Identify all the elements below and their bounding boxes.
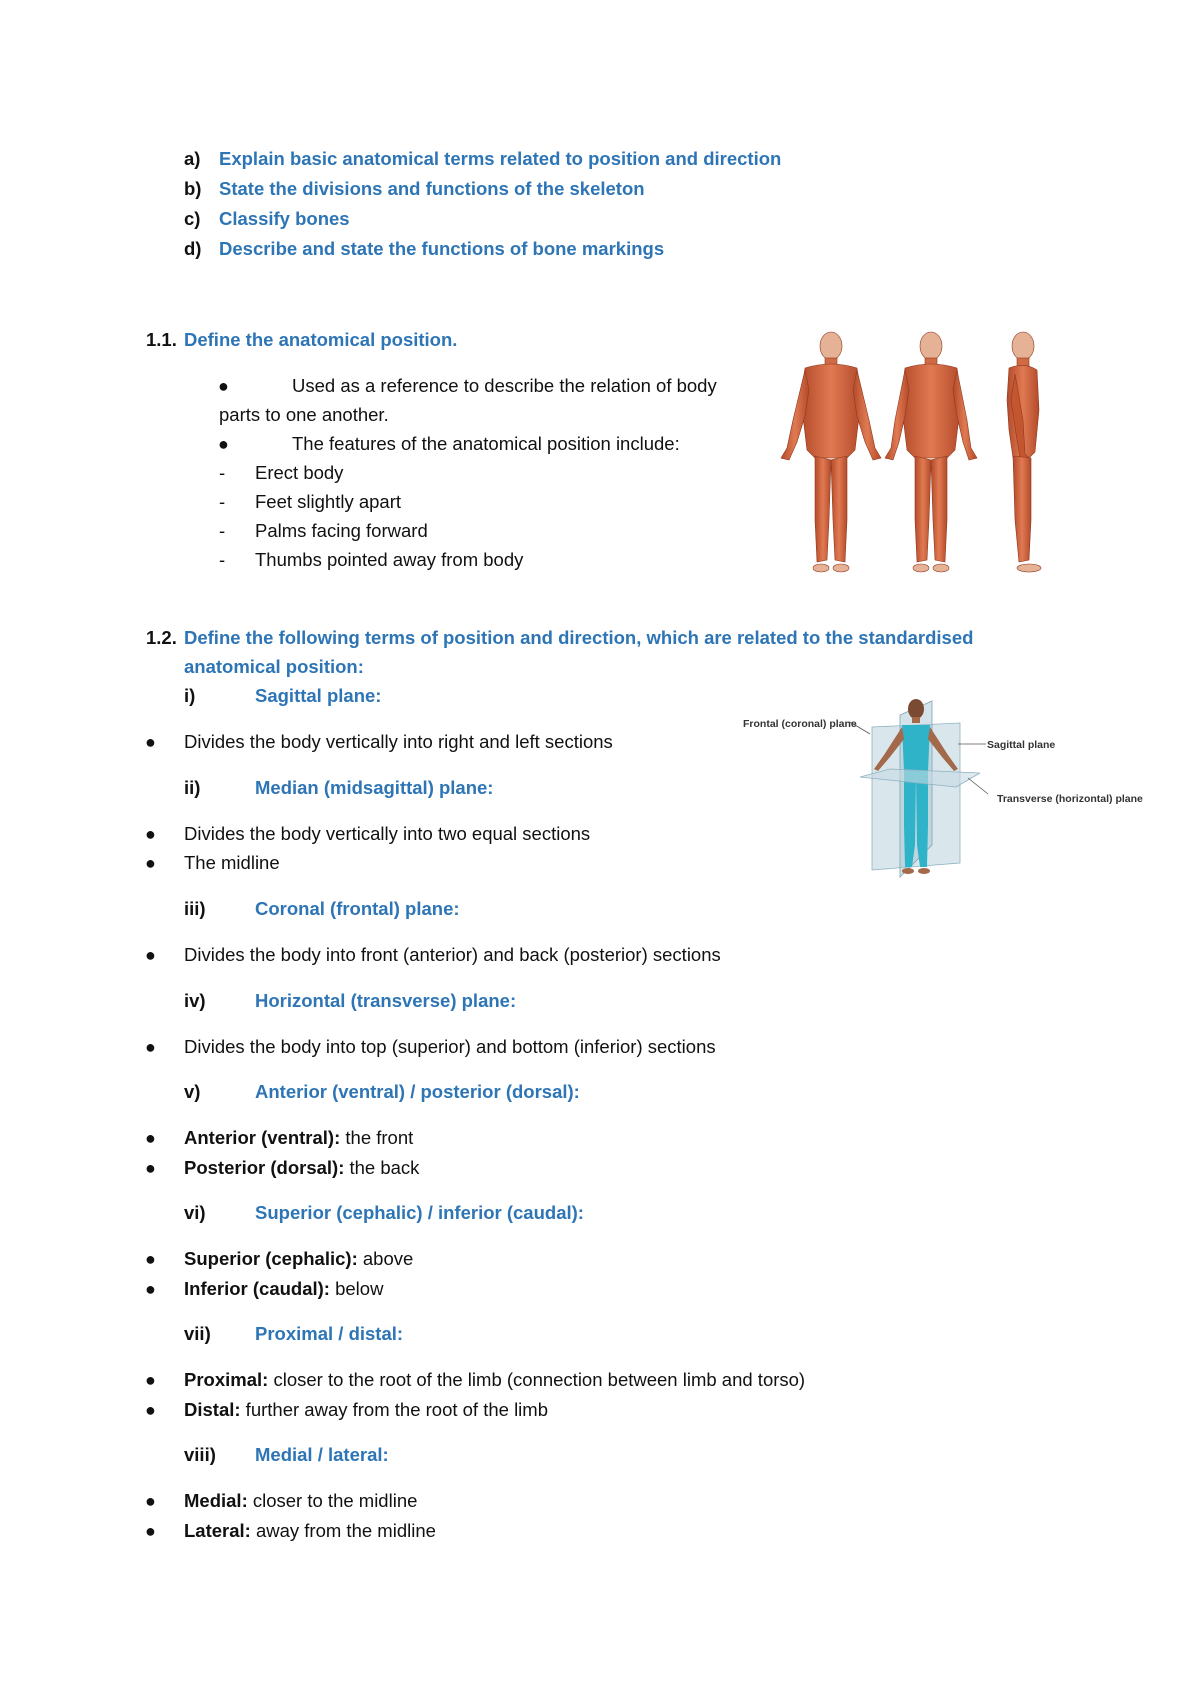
- bullet-label: Lateral:: [184, 1520, 251, 1541]
- bullet-label: Anterior (ventral):: [184, 1127, 341, 1148]
- label-leader-lines: [850, 720, 990, 800]
- term-title-proximal-distal: Proximal / distal:: [255, 1323, 404, 1344]
- bullet-text: away from the midline: [250, 1520, 436, 1541]
- objective-a: Explain basic anatomical terms related to position and direction: [219, 148, 782, 169]
- term-bullet: [184, 1520, 436, 1542]
- bullet-text: the front: [340, 1127, 414, 1148]
- objective-d: Describe and state the functions of bone markings: [219, 238, 665, 259]
- section-1-1-number: 1.1.: [146, 329, 177, 350]
- features-intro: The features of the anatomical position include:: [292, 433, 680, 454]
- bullet-dot: ●: [145, 945, 156, 965]
- bullet-dot: ●: [145, 1521, 156, 1541]
- term-number: iv): [184, 990, 206, 1011]
- dash: -: [219, 549, 226, 570]
- section-1-2-number: 1.2.: [146, 627, 177, 648]
- objective-d-letter: d): [184, 238, 202, 259]
- term-bullet: Divides the body vertically into two equal sections: [184, 823, 591, 844]
- objective-b: State the divisions and functions of the skeleton: [219, 178, 645, 199]
- bullet-text: further away from the root of the limb: [240, 1399, 548, 1420]
- bullet-dot: ●: [145, 853, 156, 873]
- bullet-text: closer to the root of the limb (connection between limb and torso): [268, 1369, 806, 1390]
- term-bullet: Divides the body into top (superior) and bottom (inferior) sections: [184, 1036, 716, 1057]
- frontal-plane-label: Frontal (coronal) plane: [743, 718, 857, 730]
- term-number: ii): [184, 777, 201, 798]
- term-number: v): [184, 1081, 201, 1102]
- term-bullet: [184, 1278, 383, 1300]
- term-title-median: Median (midsagittal) plane:: [255, 777, 494, 798]
- bullet-label: Proximal:: [184, 1369, 269, 1390]
- bullet-dot: ●: [145, 1400, 156, 1420]
- term-bullet: [184, 1127, 413, 1149]
- bullet-label: Inferior (caudal):: [184, 1278, 330, 1299]
- anatomical-position-illustration: [775, 330, 1060, 585]
- term-bullet: The midline: [184, 852, 280, 873]
- bullet-dot: ●: [145, 1037, 156, 1057]
- objective-b-letter: b): [184, 178, 202, 199]
- anatomical-ref-line2: parts to one another.: [219, 404, 389, 425]
- bullet-dot: ●: [145, 1370, 156, 1390]
- bullet-dot: ●: [145, 824, 156, 844]
- bullet-label: Medial:: [184, 1490, 248, 1511]
- dash: -: [219, 520, 226, 541]
- sagittal-plane-label: Sagittal plane: [987, 739, 1056, 751]
- front-view-figure: [781, 332, 881, 572]
- section-1-2-title-line1: Define the following terms of position and direction, which are related to the standardised: [184, 627, 974, 648]
- bullet-dot: ●: [145, 1128, 156, 1148]
- objective-a-letter: a): [184, 148, 201, 169]
- section-1-1-title: Define the anatomical position.: [184, 329, 458, 350]
- feature-item: Erect body: [255, 462, 344, 483]
- feature-item: Feet slightly apart: [255, 491, 402, 512]
- bullet-dot: ●: [145, 732, 156, 752]
- term-bullet: [184, 1369, 805, 1391]
- transverse-plane-label: Transverse (horizontal) plane: [997, 793, 1143, 805]
- term-title-sagittal: Sagittal plane:: [255, 685, 382, 706]
- bullet-text: closer to the midline: [247, 1490, 418, 1511]
- side-view-figure: [1007, 332, 1041, 572]
- term-title-anterior-posterior: Anterior (ventral) / posterior (dorsal):: [255, 1081, 580, 1102]
- term-title-horizontal: Horizontal (transverse) plane:: [255, 990, 517, 1011]
- bullet-text: above: [357, 1248, 414, 1269]
- term-number: vii): [184, 1323, 211, 1344]
- term-bullet: [184, 1490, 417, 1512]
- objective-c: Classify bones: [219, 208, 350, 229]
- term-bullet: Divides the body into front (anterior) and back (posterior) sections: [184, 944, 721, 965]
- term-title-superior-inferior: Superior (cephalic) / inferior (caudal):: [255, 1202, 584, 1223]
- term-number: iii): [184, 898, 206, 919]
- section-1-2-title-line2: anatomical position:: [184, 656, 364, 677]
- term-bullet: Divides the body vertically into right and left sections: [184, 731, 613, 752]
- feature-item: Palms facing forward: [255, 520, 428, 541]
- term-bullet: [184, 1157, 419, 1179]
- dash: -: [219, 462, 226, 483]
- bullet-dot: ●: [218, 376, 229, 396]
- objective-c-letter: c): [184, 208, 201, 229]
- feature-item: Thumbs pointed away from body: [255, 549, 524, 570]
- term-title-medial-lateral: Medial / lateral:: [255, 1444, 389, 1465]
- term-number: i): [184, 685, 196, 706]
- bullet-dot: ●: [145, 1279, 156, 1299]
- bullet-dot: ●: [145, 1249, 156, 1269]
- anatomical-ref-line1: Used as a reference to describe the relation of body: [292, 375, 717, 396]
- bullet-label: Posterior (dorsal):: [184, 1157, 345, 1178]
- bullet-dot: ●: [145, 1158, 156, 1178]
- dash: -: [219, 491, 226, 512]
- bullet-dot: ●: [145, 1491, 156, 1511]
- term-number: vi): [184, 1202, 206, 1223]
- bullet-text: the back: [344, 1157, 420, 1178]
- term-title-coronal: Coronal (frontal) plane:: [255, 898, 460, 919]
- term-number: viii): [184, 1444, 216, 1465]
- term-bullet: [184, 1248, 413, 1270]
- bullet-dot: ●: [218, 434, 229, 454]
- term-bullet: [184, 1399, 548, 1421]
- bullet-text: below: [329, 1278, 384, 1299]
- bullet-label: Superior (cephalic):: [184, 1248, 358, 1269]
- back-view-figure: [885, 332, 977, 572]
- bullet-label: Distal:: [184, 1399, 241, 1420]
